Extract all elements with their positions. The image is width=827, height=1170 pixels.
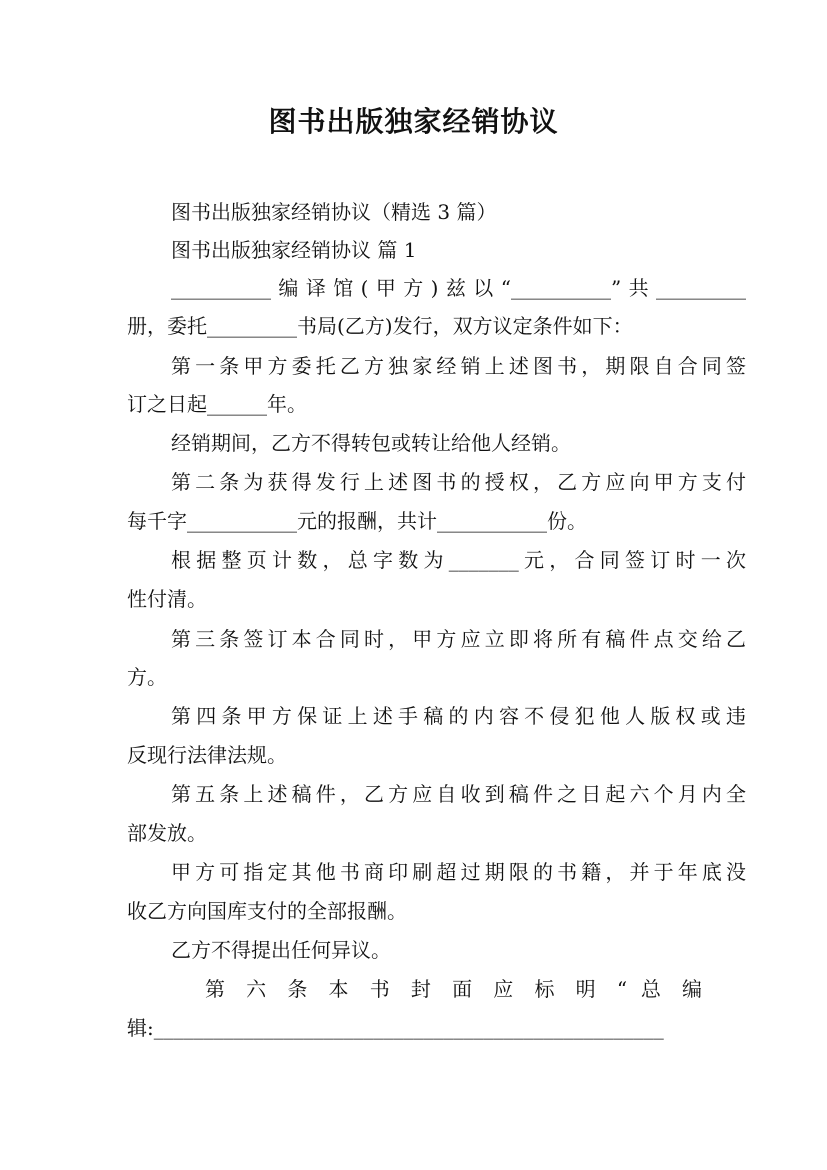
paragraph-line: 每千字___________元的报酬，共计___________份。	[127, 509, 587, 533]
paragraph-line: 根据整页计数，总字数为_______元，合同签订时一次	[171, 548, 746, 572]
paragraph-line: 部发放。	[127, 821, 207, 845]
paragraph-line: __________编译馆(甲方)兹以“__________”共_________	[171, 276, 746, 300]
paragraph-line: 第二条为获得发行上述图书的授权，乙方应向甲方支付	[171, 470, 746, 494]
paragraph-line: 乙方不得提出任何异议。	[171, 938, 391, 962]
paragraph-line: 反现行法律法规。	[127, 743, 287, 767]
document-title: 图书出版独家经销协议	[268, 105, 559, 138]
paragraph-line: 第四条甲方保证上述手稿的内容不侵犯他人版权或违	[171, 704, 746, 728]
paragraph-line: 收乙方向国库支付的全部报酬。	[127, 899, 407, 923]
document-subtitle: 图书出版独家经销协议（精选 3 篇）	[171, 200, 497, 224]
paragraph-line: 册，委托_________书局(乙方)发行，双方议定条件如下：	[127, 314, 633, 338]
paragraph-line: 第五条上述稿件，乙方应自收到稿件之日起六个月内全	[171, 782, 746, 806]
paragraph-line: 经销期间，乙方不得转包或转让给他人经销。	[171, 431, 571, 455]
paragraph-line: 方。	[127, 665, 167, 689]
article-heading: 图书出版独家经销协议 篇 1	[171, 238, 417, 262]
paragraph-line: 辑:___________________________________________________	[127, 1016, 664, 1040]
paragraph-line: 第 六 条 本 书 封 面 应 标 明 “ 总 编	[205, 977, 702, 1001]
paragraph-line: 性付清。	[127, 587, 207, 611]
paragraph-line: 订之日起______年。	[127, 392, 307, 416]
paragraph-line: 甲方可指定其他书商印刷超过期限的书籍，并于年底没	[171, 860, 746, 884]
paragraph-line: 第一条甲方委托乙方独家经销上述图书，期限自合同签	[171, 354, 746, 378]
paragraph-line: 第三条签订本合同时，甲方应立即将所有稿件点交给乙	[171, 627, 746, 651]
